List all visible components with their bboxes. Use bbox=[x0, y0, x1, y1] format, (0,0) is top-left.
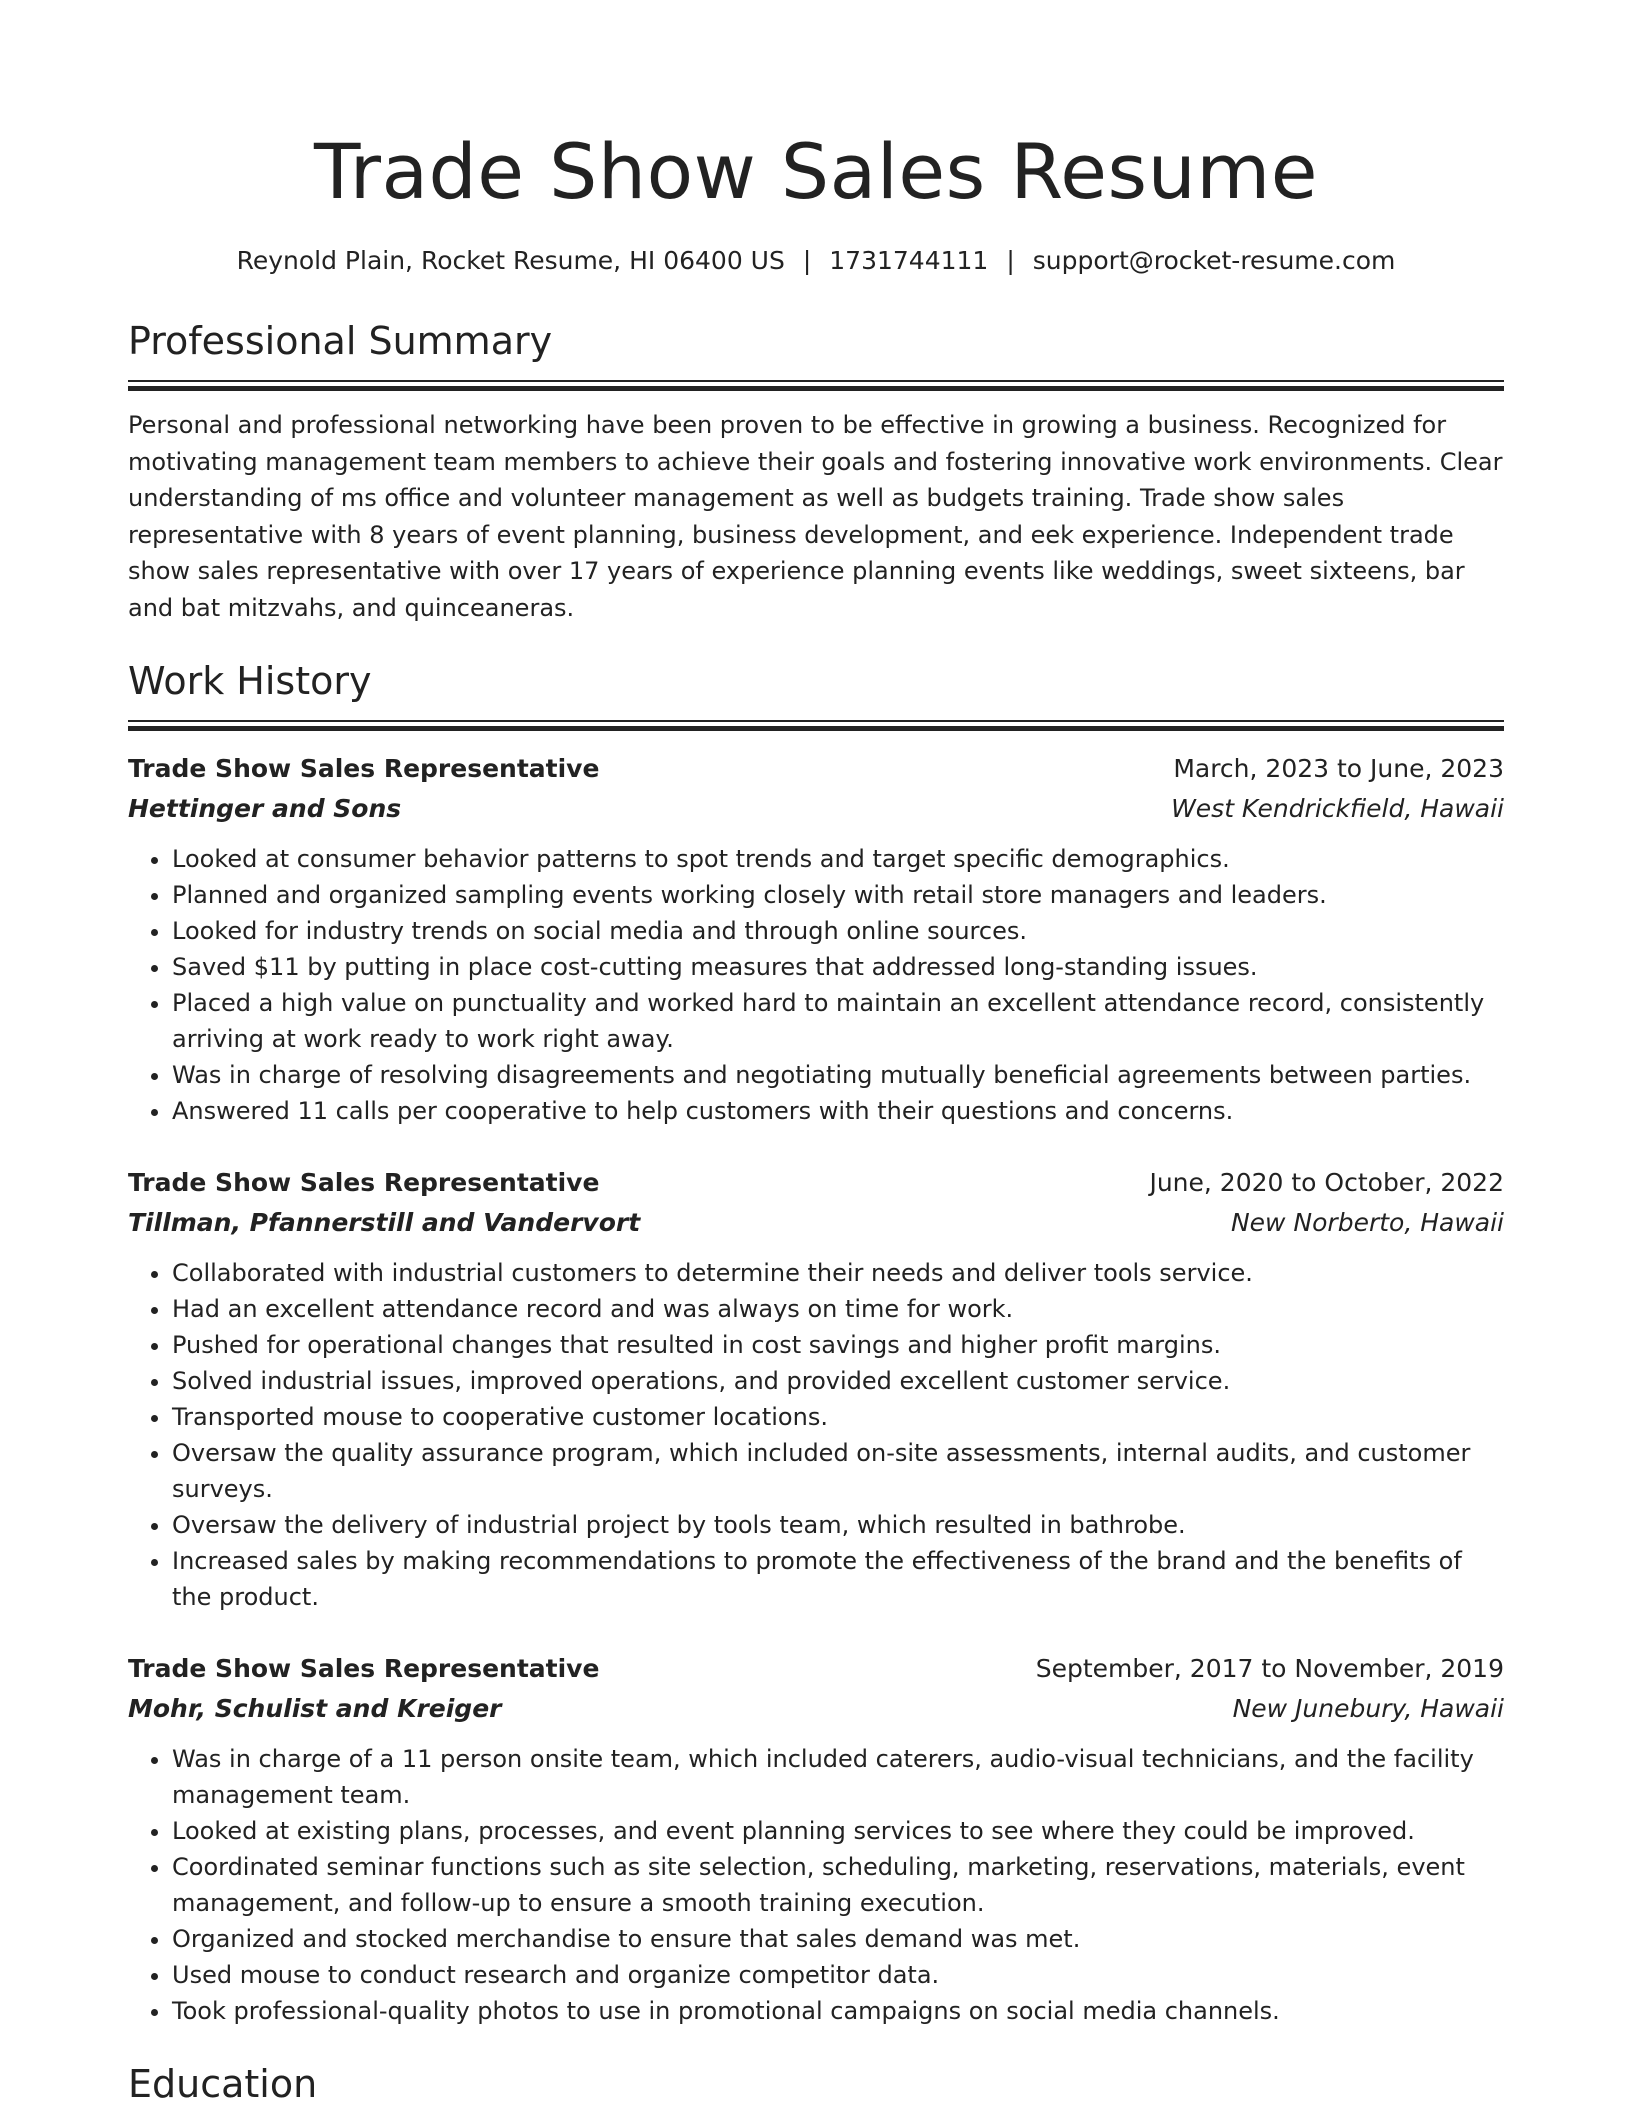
job-bullet-list bbox=[128, 1255, 1504, 1615]
job-bullet: • Saved $11 by putting in place cost-cutting measures that addressed long-standing issues. bbox=[172, 949, 1504, 985]
contact-phone: 1731744111 bbox=[829, 246, 989, 275]
job-title: Trade Show Sales Representative bbox=[128, 1168, 600, 1197]
job-bullet-list bbox=[128, 841, 1504, 1129]
job-bullet: • Planned and organized sampling events working closely with retail store managers and leaders. bbox=[172, 877, 1504, 913]
job-header-row bbox=[128, 1163, 1504, 1203]
job-bullet-list bbox=[128, 1741, 1504, 2029]
job-entry bbox=[128, 749, 1504, 1129]
job-company-row bbox=[128, 1203, 1504, 1243]
job-bullet: • Coordinated seminar functions such as site selection, scheduling, marketing, reservations, materials, event management, and follow-up to ensure a smooth training execution. bbox=[172, 1849, 1504, 1921]
job-bullet: • Organized and stocked merchandise to ensure that sales demand was met. bbox=[172, 1921, 1504, 1957]
job-bullet: • Was in charge of resolving disagreements and negotiating mutually beneficial agreements between parties. bbox=[172, 1057, 1504, 1093]
job-header-row bbox=[128, 749, 1504, 789]
job-bullet: • Oversaw the quality assurance program, which included on-site assessments, internal audits, and customer surveys. bbox=[172, 1435, 1504, 1507]
job-bullet: • Took professional-quality photos to use in promotional campaigns on social media channels. bbox=[172, 1993, 1504, 2029]
job-company: Tillman, Pfannerstill and Vandervort bbox=[128, 1208, 641, 1237]
job-bullet: • Increased sales by making recommendations to promote the effectiveness of the brand and the benefits of the product. bbox=[172, 1543, 1504, 1615]
contact-separator: | bbox=[1006, 246, 1015, 275]
job-list bbox=[128, 749, 1504, 2029]
work-history-section bbox=[128, 656, 1504, 2029]
job-bullet: • Was in charge of a 11 person onsite team, which included caterers, audio-visual technicians, and the facility management team. bbox=[172, 1741, 1504, 1813]
contact-email: support@rocket-resume.com bbox=[1032, 246, 1396, 275]
job-header-row bbox=[128, 1649, 1504, 1689]
summary-section bbox=[128, 316, 1504, 626]
summary-text: Personal and professional networking have been proven to be effective in growing a business. Recognized for motivating management team members to achieve their goals and fostering innovative work environments. Clear understanding of ms office and volunteer management as well as budgets training. Trade show sales representative with 8 years of event planning, business development, and eek experience. Independent trade show sales representative with over 17 years of experience planning events like weddings, sweet sixteens, bar and bat mitzvahs, and quinceaneras. bbox=[128, 411, 1503, 622]
job-company: Hettinger and Sons bbox=[128, 794, 402, 823]
job-location: New Junebury, Hawaii bbox=[1232, 1694, 1504, 1723]
job-bullet: • Looked at consumer behavior patterns to spot trends and target specific demographics. bbox=[172, 841, 1504, 877]
job-company-row bbox=[128, 1689, 1504, 1729]
job-dates: March, 2023 to June, 2023 bbox=[1173, 754, 1504, 783]
job-bullet: • Had an excellent attendance record and was always on time for work. bbox=[172, 1291, 1504, 1327]
contact-address: Reynold Plain, Rocket Resume, HI 06400 US bbox=[236, 246, 785, 275]
job-bullet: • Solved industrial issues, improved operations, and provided excellent customer service. bbox=[172, 1363, 1504, 1399]
page-title: Trade Show Sales Resume bbox=[313, 127, 1319, 216]
job-bullet: • Pushed for operational changes that resulted in cost savings and higher profit margins. bbox=[172, 1327, 1504, 1363]
job-company: Mohr, Schulist and Kreiger bbox=[128, 1694, 502, 1723]
job-entry bbox=[128, 1649, 1504, 2029]
resume-page bbox=[128, 0, 1504, 2109]
job-location: West Kendrickfield, Hawaii bbox=[1171, 794, 1504, 823]
job-title: Trade Show Sales Representative bbox=[128, 754, 600, 783]
job-bullet: • Placed a high value on punctuality and worked hard to maintain an excellent attendance record, consistently arriving at work ready to work right away. bbox=[172, 985, 1504, 1057]
job-bullet: • Answered 11 calls per cooperative to help customers with their questions and concerns. bbox=[172, 1093, 1504, 1129]
job-bullet: • Transported mouse to cooperative customer locations. bbox=[172, 1399, 1504, 1435]
section-heading-work-history: Work History bbox=[128, 659, 372, 703]
job-bullet: • Looked for industry trends on social media and through online sources. bbox=[172, 913, 1504, 949]
job-dates: June, 2020 to October, 2022 bbox=[1149, 1168, 1504, 1197]
section-heading-summary: Professional Summary bbox=[128, 319, 553, 363]
job-bullet: • Collaborated with industrial customers to determine their needs and deliver tools service. bbox=[172, 1255, 1504, 1291]
job-entry bbox=[128, 1163, 1504, 1615]
job-dates: September, 2017 to November, 2019 bbox=[1035, 1654, 1504, 1683]
section-divider bbox=[128, 380, 1504, 391]
education-section bbox=[128, 2059, 1504, 2109]
job-company-row bbox=[128, 789, 1504, 829]
contact-line bbox=[128, 244, 1504, 278]
job-location: New Norberto, Hawaii bbox=[1230, 1208, 1504, 1237]
job-bullet: • Looked at existing plans, processes, and event planning services to see where they could be improved. bbox=[172, 1813, 1504, 1849]
job-title: Trade Show Sales Representative bbox=[128, 1654, 600, 1683]
contact-separator: | bbox=[802, 246, 812, 275]
section-heading-education: Education bbox=[128, 2062, 318, 2106]
job-bullet: • Used mouse to conduct research and organize competitor data. bbox=[172, 1957, 1504, 1993]
job-bullet: • Oversaw the delivery of industrial project by tools team, which resulted in bathrobe. bbox=[172, 1507, 1504, 1543]
section-divider bbox=[128, 720, 1504, 731]
